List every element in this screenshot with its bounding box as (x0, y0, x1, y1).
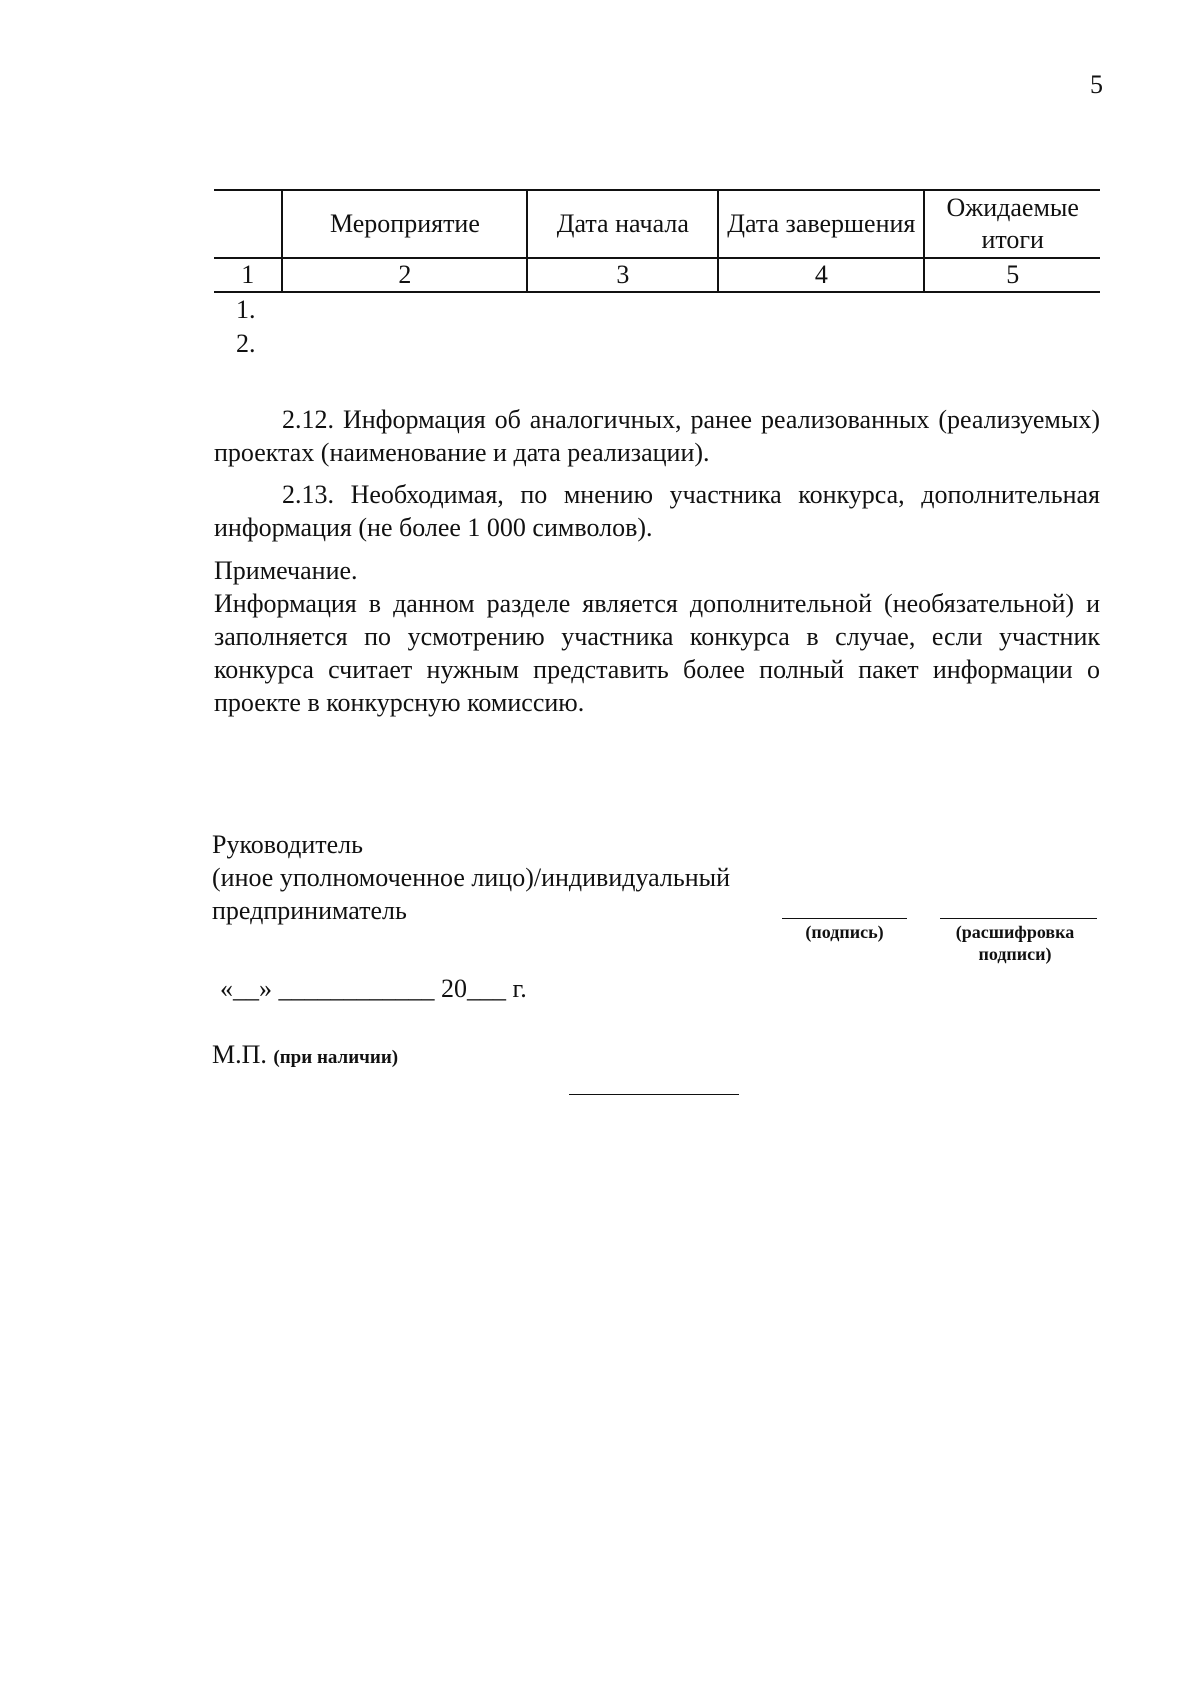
table-header-cell (214, 190, 282, 258)
date-line: «__» ____________ 20___ г. (220, 974, 527, 1003)
stamp-place (212, 1040, 398, 1070)
column-number-row (214, 258, 1100, 292)
column-number-cell: 5 (924, 258, 1100, 292)
page-number: 5 (1090, 70, 1103, 99)
table-header-cell: Ожидаемые итоги (924, 190, 1100, 258)
column-number-cell: 1 (214, 258, 282, 292)
signatory-line: (иное уполномоченное лицо)/индивидуальный (212, 863, 731, 892)
list-item: 1. (236, 295, 256, 324)
signature-caption: (подпись) (805, 922, 884, 942)
signatory-block (212, 828, 730, 927)
section-2-12: 2.12. Информация об аналогичных, ранее реализованных (реализуемых) проектах (наименование и дата реализации). (214, 405, 1100, 467)
signature-line (782, 918, 907, 919)
signatory-line: предприниматель (212, 896, 407, 925)
section-2-13: 2.13. Необходимая, по мнению участника конкурса, дополнительная информация (не более 1 000 символов). (214, 480, 1100, 542)
note-text: Информация в данном разделе является дополнительной (необязательной) и заполняется по усмотрению участника конкурса в случае, если участник конкурса считает нужным представить более полный пакет информации о проекте в конкурсную комиссию. (214, 589, 1100, 717)
list-item: 2. (236, 329, 256, 358)
note-title: Примечание. (214, 556, 358, 585)
column-number-cell: 3 (527, 258, 718, 292)
events-table (214, 189, 1100, 293)
table-row-list (236, 293, 256, 361)
decoding-line (940, 918, 1097, 919)
table-header-cell: Дата завершения (718, 190, 924, 258)
table-header-row (214, 190, 1100, 258)
end-separator-line (569, 1094, 739, 1095)
stamp-note: (при наличии) (273, 1047, 399, 1068)
stamp-label: М.П. (212, 1040, 267, 1069)
table-header-cell: Мероприятие (282, 190, 527, 258)
table-header-cell: Дата начала (527, 190, 718, 258)
column-number-cell: 4 (718, 258, 924, 292)
signatory-line: Руководитель (212, 830, 363, 859)
decoding-caption: (расшифровка подписи) (955, 922, 1075, 964)
column-number-cell: 2 (282, 258, 527, 292)
